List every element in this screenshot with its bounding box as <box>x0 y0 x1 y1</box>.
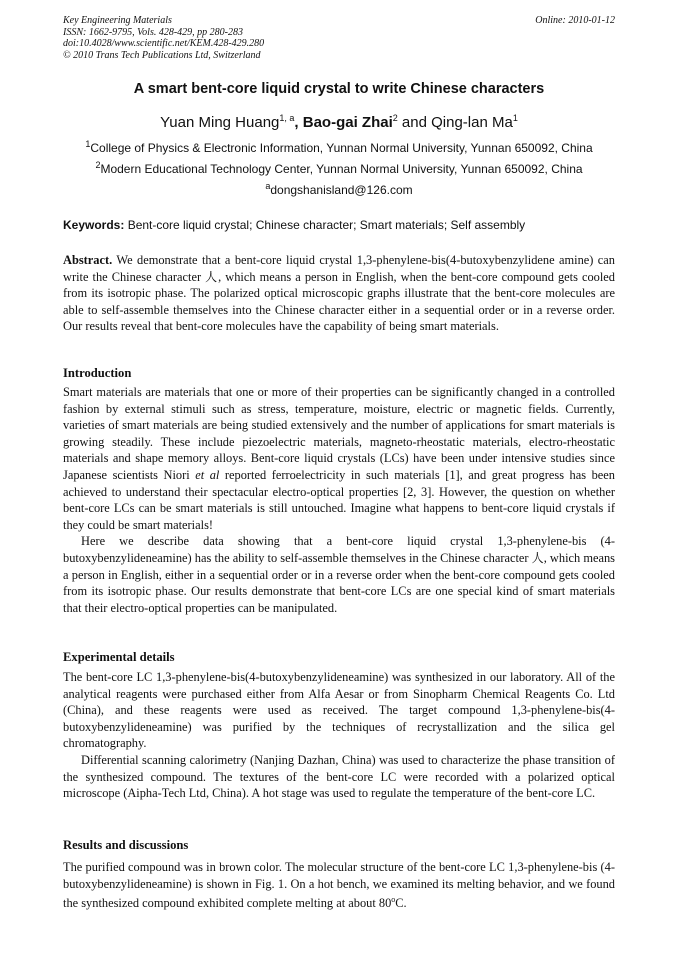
experimental-paragraph-1: The bent-core LC 1,3-phenylene-bis(4-butoxybenzylideneamine) was synthesized in our laboratory. All of the analytical reagents were purchased either from Alfa Aesar or from Sinopharm Chemical Reagents Co. Ltd (China), and these reagents were used as received. The target compound 1,3-phenylene-bis(4-butoxybenzylideneamine) was purified by the techniques of recrystallization and the silica gel chromatography. <box>63 670 615 751</box>
section-heading-introduction: Introduction <box>63 366 132 380</box>
author-list <box>40 113 638 131</box>
affiliation-1 <box>40 139 638 155</box>
abstract-label: Abstract. <box>63 253 113 267</box>
paper-title: A smart bent-core liquid crystal to write Chinese characters <box>133 81 545 97</box>
doi-line: doi:10.4028/www.scientific.net/KEM.428-429.280 <box>63 38 265 49</box>
author-email <box>40 181 638 197</box>
affiliation-2 <box>40 160 638 176</box>
email-text: dongshanisland@126.com <box>270 183 413 197</box>
intro-paragraph-2 <box>63 533 615 616</box>
author-2-sup: 2 <box>392 113 398 123</box>
intro-p2-text-a: Here we describe data showing that a bent-core liquid crystal 1,3-phenylene-bis (4-butoxybenzylideneamine) has the ability to self-assemble themselves in the Chinese character <box>63 534 615 565</box>
experimental-body <box>63 669 615 802</box>
section-heading-experimental: Experimental details <box>63 650 175 664</box>
intro-p1-text-a: Smart materials are materials that one or more of their properties can be significantly changed in a controlled fashion by external stimuli such as stress, temperature, moisture, electric or magnetic fields. Currently, varieties of smart materials are being studied extensively and the number of applications for smart materials is growing steadily. These include piezoelectric materials, magneto-rheostatic materials, electro-rheostatic materials and shape memory alloys. Bent-core liquid crystals (LCs) have been under intensive studies since Japanese scientists Niori <box>63 385 615 482</box>
keywords-label: Keywords: <box>63 218 125 232</box>
results-p1-text: The purified compound was in brown color. The molecular structure of the bent-core LC 1,3-phenylene-bis (4-butoxybenzylideneamine) is shown in Fig. 1. On a hot bench, we examined its melting behavior, and we found the synthesized compound exhibited complete melting at about 80 <box>63 860 615 911</box>
journal-name: Key Engineering Materials <box>63 15 172 26</box>
chinese-character-2: 人 <box>531 550 544 565</box>
copyright-line: © 2010 Trans Tech Publications Ltd, Switzerland <box>63 49 261 61</box>
intro-paragraph-1 <box>63 384 615 533</box>
affiliation-1-sup: 1 <box>85 139 91 149</box>
journal-header <box>63 15 615 61</box>
chinese-character: 人 <box>205 269 219 284</box>
author-1-sup: 1, a <box>279 113 295 123</box>
keywords <box>63 218 615 232</box>
issn-line: ISSN: 1662-9795, Vols. 428-429, pp 280-283 <box>63 26 243 38</box>
experimental-paragraph-2: Differential scanning calorimetry (Nanjing Dazhan, China) was used to characterize the phase transition of the synthesized compound. The textures of the bent-core LC were recorded with a polarized optical microscope (Aipha-Tech Ltd, China). A hot stage was used to regulate the temperature of the bent-core LC. <box>63 752 615 801</box>
affiliation-2-sup: 2 <box>95 160 101 170</box>
author-2: , Bao-gai Zhai <box>294 114 393 131</box>
intro-p1-text-b: reported ferroelectricity in such materials [1], and great progress has been achieved to understand their spectacular electro-optical properties [2, 3]. However, the question on whether bent-core LCs can be smart materials is still untouched. Imagine what happens to bent-core liquid crystals if they could be smart materials! <box>63 467 615 532</box>
affiliation-2-text: Modern Educational Technology Center, Yunnan Normal University, Yunnan 650092, China <box>100 162 583 176</box>
abstract-text-2: , which means a person in English, when the bent-core compound gets cooled from its isotropic phase. The polarized optical microscopic graphs illustrate that the bent-core molecules are able to self-assemble themselves into the Chinese character either in a sequential order or in a reverse order. Our results reveal that bent-core molecules have the capability of being smart materials. <box>63 269 615 334</box>
author-3: and Qing-lan Ma <box>397 114 513 131</box>
abstract <box>63 252 615 335</box>
author-1: Yuan Ming Huang <box>160 114 280 131</box>
degree-sup: o <box>391 895 396 905</box>
intro-p2-text-b: , which means a person in English, either in a sequential order or in a reverse order when the bent-core compound gets cooled from its isotropic phase. Our results demonstrate that bent-core LCs are one special kind of smart materials that their electro-optical properties can be manipulated. <box>63 550 615 615</box>
online-date: Online: 2010-01-12 <box>535 15 615 26</box>
affiliation-1-text: College of Physics & Electronic Information, Yunnan Normal University, Yunnan 650092, China <box>90 141 593 155</box>
results-p1-unit: C. <box>395 896 407 911</box>
section-heading-results: Results and discussions <box>63 838 189 852</box>
results-body <box>63 859 615 912</box>
intro-p1-emphasis: et al <box>195 467 220 482</box>
email-sup: a <box>265 181 271 191</box>
keywords-text: Bent-core liquid crystal; Chinese character; Smart materials; Self assembly <box>124 218 526 232</box>
results-paragraph-1 <box>63 859 615 912</box>
author-3-sup: 1 <box>512 113 518 123</box>
abstract-text-1: We demonstrate that a bent-core liquid crystal 1,3-phenylene-bis(4-butoxybenzylidene amine) can write the Chinese character <box>63 253 615 284</box>
introduction-body <box>63 384 615 616</box>
